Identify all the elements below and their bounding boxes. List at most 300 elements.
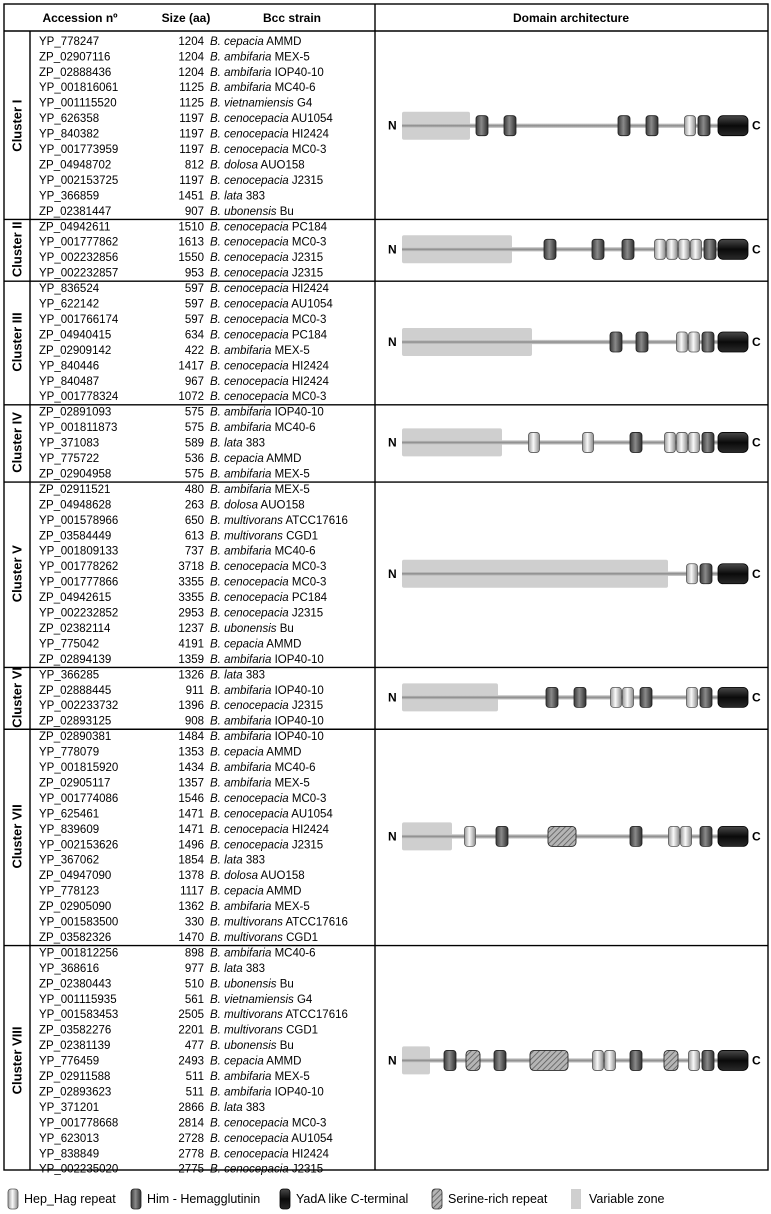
strain-cell [210,608,323,620]
accession-cell: ZP_04948628 [39,499,112,512]
c-terminus-label: C [752,566,761,581]
table-row [39,963,265,975]
header-size: Size (aa) [161,11,211,25]
accession-cell: YP_001578966 [39,514,119,527]
genus: B. [210,329,221,342]
table-row [39,685,324,697]
table-row [39,407,324,419]
n-terminus-label: N [388,435,397,450]
strain-cell [210,1086,324,1098]
size-cell: 1470 [178,931,204,944]
legend-item-him [131,1189,260,1209]
genus: B. [210,174,221,187]
genus: B. [210,221,221,234]
table-row [39,546,316,558]
species: cepacia [224,638,264,651]
strain-id: J2315 [291,174,324,187]
table-header [42,11,629,25]
species: cepacia [224,453,264,465]
species: ambifaria [224,762,272,774]
table-row [39,221,328,233]
strain-id: IOP40-10 [274,715,324,728]
architecture-cluster-1 [388,112,761,140]
hep-hag-repeat [669,826,680,846]
genus: B. [210,236,221,249]
size-cell: 4191 [178,638,204,651]
accession-cell: YP_002232856 [39,252,119,265]
yada-c-terminal [718,564,748,584]
legend-hep-swatch [8,1189,18,1209]
size-cell: 597 [184,283,204,296]
table-row [39,82,316,94]
size-cell: 1550 [178,252,204,265]
species: ambifaria [224,684,272,697]
strain-cell [210,129,330,141]
species: cepacia [224,746,264,759]
genus: B. [210,1117,221,1130]
accession-cell: YP_002153626 [39,839,119,852]
accession-cell: YP_001778262 [39,561,119,574]
strain-cell [210,144,326,156]
accession-cell: YP_001778324 [39,391,119,404]
accession-cell: ZP_04942611 [39,221,111,234]
strain-cell [210,638,301,650]
table-row [39,1040,294,1052]
size-cell: 1197 [179,174,204,187]
strain-cell [210,654,324,666]
genus: B. [210,762,221,774]
strain-id: MC0-3 [291,144,327,156]
architecture-cluster-5 [388,560,761,588]
table-row [39,144,326,156]
genus: B. [210,746,221,759]
legend-variable-swatch [571,1189,581,1209]
hep-hag-repeat [623,687,634,707]
n-terminus-label: N [388,690,397,705]
accession-cell: YP_368616 [39,962,100,975]
yada-c-terminal [718,687,748,707]
strain-id: AMMD [266,453,302,465]
table-row [39,561,326,573]
strain-cell [210,561,326,573]
genus: B. [210,792,221,805]
genus: B. [210,823,221,836]
accession-cell: ZP_02888445 [39,684,112,697]
genus: B. [210,422,221,435]
accession-cell: YP_778079 [39,746,100,759]
table-row [39,731,324,743]
genus: B. [210,128,221,141]
accession-cell: YP_775722 [39,453,100,465]
strain-cell [210,1148,330,1160]
species: cenocepacia [224,700,289,713]
strain-cell [210,685,324,697]
strain-id: CGD1 [286,530,319,543]
cluster-label: Cluster I [9,99,25,152]
him-domain [610,332,622,352]
strain-cell [210,1071,310,1083]
strain-cell [210,499,305,511]
strain-cell [210,484,310,496]
table-row [39,159,305,171]
strain-id: MC0-3 [291,391,327,404]
genus: B. [210,1009,221,1022]
genus: B. [210,592,221,605]
table-row [39,453,301,465]
genus: B. [210,700,221,713]
him-domain [630,826,642,846]
strain-cell [210,515,348,527]
table-row [39,1025,318,1037]
strain-id: MC0-3 [291,1117,327,1130]
size-cell: 1362 [178,901,204,914]
genus: B. [210,530,221,543]
size-cell: 536 [184,453,204,465]
species: cenocepacia [224,144,289,156]
strain-id: Bu [279,205,294,218]
strain-cell [210,886,301,898]
architecture-cluster-2 [388,235,761,263]
him-domain [496,826,508,846]
species: ambifaria [224,344,272,357]
size-cell: 561 [184,993,204,1006]
yada-c-terminal [718,332,748,352]
him-domain [630,1050,642,1070]
hep-hag-repeat [677,432,688,452]
genus: B. [210,159,221,172]
species: cenocepacia [224,576,289,589]
species: lata [224,437,243,450]
accession-cell: YP_623013 [39,1132,100,1145]
strain-id: ATCC17616 [285,514,348,527]
species: ubonensis [224,205,277,218]
genus: B. [210,1071,221,1083]
accession-cell: YP_002232857 [39,267,119,280]
strain-id: CGD1 [286,1024,319,1037]
strain-cell [210,793,326,805]
species: cenocepacia [224,313,289,326]
size-cell: 1204 [178,35,204,48]
strain-id: AU1054 [291,298,333,311]
table-row [39,839,323,851]
strain-id: MEX-5 [274,777,310,790]
him-domain [702,432,714,452]
species: ambifaria [224,1071,272,1083]
c-terminus-label: C [752,118,761,133]
n-terminus-label: N [388,118,397,133]
protein-backbone [402,124,732,128]
strain-cell [210,360,330,372]
accession-cell: ZP_02382114 [39,622,111,635]
strain-cell [210,1164,323,1176]
genus: B. [210,252,221,265]
accession-cell: ZP_02911588 [39,1071,111,1083]
genus: B. [210,947,221,960]
species: multivorans [224,1024,283,1037]
strain-cell [210,870,305,882]
species: ambifaria [224,731,272,744]
architecture-cluster-7 [388,822,761,850]
accession-cell: YP_366285 [39,669,100,682]
genus: B. [210,437,221,450]
table-row [39,577,326,589]
strain-id: AUO158 [260,499,305,512]
him-domain [636,332,648,352]
species: vietnamiensis [224,993,294,1006]
accession-cell: YP_001115520 [39,97,117,110]
accession-cell: YP_626358 [39,113,100,126]
species: ambifaria [224,715,272,728]
species: ambifaria [224,406,272,419]
him-domain [622,239,634,259]
strain-id: CGD1 [286,931,319,944]
n-terminus-label: N [388,1053,397,1068]
strain-id: PC184 [291,221,328,234]
size-cell: 908 [184,715,204,728]
strain-cell [210,175,323,187]
accession-cell: ZP_02893623 [39,1086,112,1099]
accession-cell: YP_001777866 [39,576,119,589]
table-row [39,206,294,218]
strain-id: AU1054 [291,808,333,821]
size-cell: 2778 [178,1148,204,1161]
strain-id: J2315 [291,700,324,713]
accession-cell: ZP_02909142 [39,344,112,357]
size-cell: 1117 [180,885,204,898]
species: cenocepacia [224,808,289,821]
species: cenocepacia [224,1148,289,1161]
size-cell: 477 [184,1040,204,1053]
species: ubonensis [224,1040,277,1053]
architecture-cluster-8 [388,1046,761,1074]
strain-cell [210,777,310,789]
strain-id: 383 [245,437,266,450]
strain-cell [210,314,326,326]
accession-cell: YP_002235020 [39,1163,119,1176]
species: multivorans [224,530,283,543]
strain-id: HI2424 [291,360,329,373]
table-row [39,98,313,110]
cluster-3 [10,283,334,403]
accession-cell: YP_839609 [39,823,100,836]
n-terminus-label: N [388,829,397,844]
species: dolosa [224,870,258,883]
size-cell: 575 [184,406,204,419]
species: lata [224,1101,243,1114]
size-cell: 650 [184,514,204,527]
accession-cell: YP_001774086 [39,792,119,805]
size-cell: 330 [184,916,204,929]
genus: B. [210,97,221,110]
strain-cell [210,51,310,63]
accession-cell: ZP_02904958 [39,468,112,481]
table-row [39,608,323,620]
size-cell: 967 [184,375,204,388]
strain-id: MC0-3 [291,792,327,805]
genus: B. [210,576,221,589]
accession-cell: ZP_02905090 [39,901,112,914]
strain-cell [210,839,323,851]
genus: B. [210,1055,221,1068]
genus: B. [210,113,221,126]
strain-id: G4 [296,97,313,110]
strain-id: AU1054 [291,113,333,126]
accession-cell: YP_001115935 [39,993,117,1006]
cluster-label: Cluster VII [9,804,25,869]
species: cenocepacia [224,607,289,620]
size-cell: 634 [184,329,204,342]
him-domain [630,432,642,452]
size-cell: 597 [184,298,204,311]
size-cell: 1197 [179,128,204,141]
species: cenocepacia [224,375,289,388]
table-row [39,51,310,63]
cluster-label: Cluster III [9,312,25,372]
size-cell: 1204 [178,51,204,64]
size-cell: 422 [184,344,204,357]
species: cenocepacia [224,113,289,126]
header-strain: Bcc strain [262,11,322,25]
species: ambifaria [224,545,272,558]
strain-id: 383 [245,962,266,975]
strain-id: 383 [245,190,266,203]
table-row [39,67,324,79]
species: lata [224,962,243,975]
cluster-label: Cluster VIII [9,1026,25,1095]
accession-cell: YP_001777862 [39,236,119,249]
species: cenocepacia [224,329,289,342]
table-row [39,1056,301,1068]
architecture-cluster-4 [388,428,761,456]
legend-yada-swatch [280,1189,290,1209]
table-row [39,376,330,388]
strain-id: MC40-6 [274,762,316,774]
genus: B. [210,468,221,481]
accession-cell: ZP_04948702 [39,159,112,172]
strain-id: Bu [279,978,294,991]
size-cell: 898 [184,947,204,960]
strain-id: MC0-3 [291,313,327,326]
cluster-1 [10,36,334,218]
table-row [39,484,310,496]
table-row [39,438,265,450]
him-domain [444,1050,456,1070]
strain-cell [210,963,265,975]
strain-id: J2315 [291,252,324,265]
accession-cell: ZP_03582276 [39,1024,112,1037]
hep-hag-repeat [689,1050,700,1070]
accession-cell: YP_001816061 [39,82,119,95]
strain-id: IOP40-10 [274,1086,324,1099]
genus: B. [210,66,221,79]
hep-hag-repeat [593,1050,604,1070]
legend-him-swatch [131,1189,141,1209]
accession-cell: YP_001778668 [39,1117,119,1130]
genus: B. [210,360,221,373]
accession-cell: YP_776459 [39,1055,100,1068]
species: lata [224,190,243,203]
strain-cell [210,855,265,867]
genus: B. [210,35,221,48]
him-domain [592,239,604,259]
genus: B. [210,391,221,404]
table-row [39,283,330,295]
strain-cell [210,252,323,264]
strain-cell [210,36,301,48]
genus: B. [210,901,221,914]
species: ambifaria [224,901,272,914]
architecture-cluster-6 [388,683,761,711]
strain-cell [210,901,310,913]
genus: B. [210,51,221,64]
accession-cell: ZP_04942615 [39,592,112,605]
accession-cell: YP_775042 [39,638,100,651]
species: cepacia [224,35,264,48]
strain-id: HI2424 [291,1148,329,1161]
strain-cell [210,1056,301,1068]
size-cell: 2953 [178,607,204,620]
strain-cell [210,453,301,465]
size-cell: 480 [184,483,204,496]
genus: B. [210,1148,221,1161]
hep-hag-repeat [689,332,700,352]
c-terminus-label: C [752,829,761,844]
accession-cell: YP_840487 [39,375,100,388]
strain-cell [210,700,323,712]
genus: B. [210,1024,221,1037]
strain-cell [210,1009,348,1021]
table-row [39,654,324,666]
header-accession: Accession nº [42,11,118,25]
n-terminus-label: N [388,335,397,349]
size-cell: 2493 [178,1055,204,1068]
strain-cell [210,268,323,280]
strain-id: HI2424 [291,283,329,296]
strain-id: PC184 [291,329,328,342]
n-terminus-label: N [388,566,397,581]
hep-hag-repeat [611,687,622,707]
c-terminus-label: C [752,1053,761,1068]
strain-cell [210,299,333,311]
size-cell: 511 [185,1086,204,1099]
table-row [39,932,318,944]
size-cell: 3355 [178,576,204,589]
strain-cell [210,978,294,990]
protein-backbone [402,695,732,699]
accession-cell: YP_001766174 [39,313,119,326]
him-domain [646,116,658,136]
strain-id: J2315 [291,607,324,620]
genus: B. [210,962,221,975]
size-cell: 907 [184,205,204,218]
size-cell: 911 [185,684,204,697]
header-architecture: Domain architecture [512,11,630,25]
species: ambifaria [224,82,272,95]
yada-c-terminal [718,1050,748,1070]
strain-cell [210,824,330,836]
strain-id: MC40-6 [274,545,316,558]
accession-cell: ZP_03584449 [39,530,112,543]
genus: B. [210,344,221,357]
table-row [39,1164,323,1176]
genus: B. [210,870,221,883]
genus: B. [210,715,221,728]
species: cenocepacia [224,252,289,265]
size-cell: 2201 [178,1024,204,1037]
strain-id: Bu [279,622,294,635]
size-cell: 1378 [178,870,204,883]
accession-cell: YP_371083 [39,437,100,450]
